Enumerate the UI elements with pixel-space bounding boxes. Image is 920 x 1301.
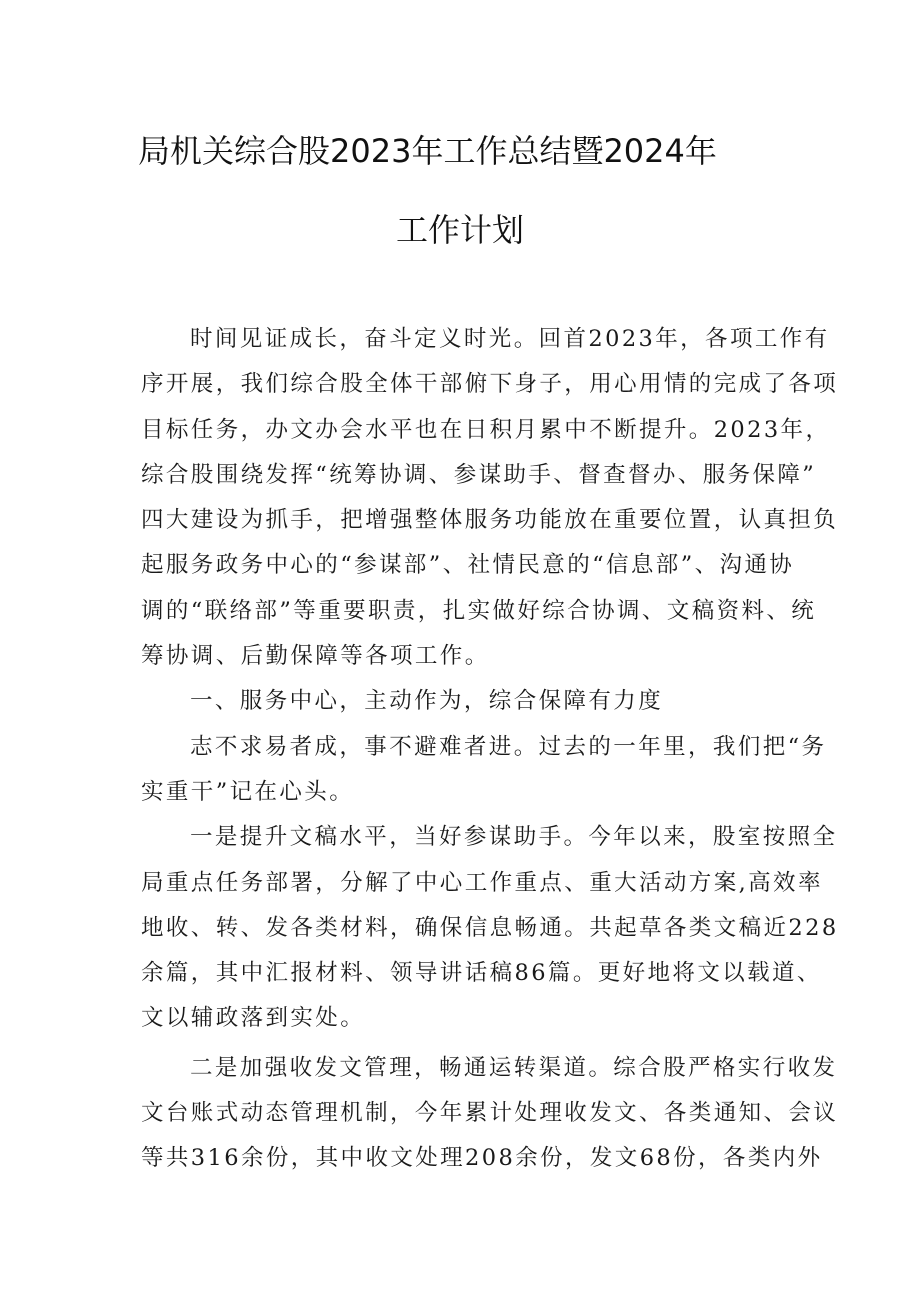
paragraph-line: 二是加强收发文管理，畅通运转渠道。综合股严格实行收发 — [190, 1054, 838, 1081]
paragraph-section-intro — [141, 725, 827, 816]
paragraph-line: 等共316余份，其中收文处理208余份，发文68份，各类内外 — [141, 1145, 823, 1172]
document-body — [141, 317, 839, 1182]
section-heading — [141, 679, 786, 724]
paragraph-line: 文以辅政落到实处。 — [141, 1005, 366, 1032]
paragraph-line: 筹协调、后勤保障等各项工作。 — [141, 643, 490, 670]
paragraph-item-one — [141, 815, 839, 1041]
paragraph-intro — [141, 317, 839, 679]
document-title-line-1: 局机关综合股2023年工作总结暨2024年 — [138, 132, 717, 170]
paragraph-line: 地收、转、发各类材料，确保信息畅通。共起草各类文稿近228 — [141, 914, 839, 941]
document-title-line-2: 工作计划 — [395, 211, 524, 249]
paragraph-line: 起服务政务中心的“参谋部”、社情民意的“信息部”、沟通协 — [141, 552, 795, 579]
paragraph-line: 志不求易者成，事不避难者进。过去的一年里，我们把“务 — [190, 733, 827, 760]
paragraph-line: 目标任务，办文办会水平也在日积月累中不断提升。2023年， — [141, 416, 831, 443]
paragraph-line: 实重干”记在心头。 — [141, 778, 355, 805]
paragraph-line: 序开展，我们综合股全体干部俯下身子，用心用情的完成了各项 — [141, 371, 839, 398]
paragraph-line: 余篇，其中汇报材料、领导讲话稿86篇。更好地将文以载道、 — [141, 960, 822, 987]
paragraph-line: 综合股围绕发挥“统筹协调、参谋助手、督查督办、服务保障” — [141, 461, 817, 488]
paragraph-line: 一是提升文稿水平，当好参谋助手。今年以来，股室按照全 — [190, 824, 838, 851]
paragraph-item-two — [141, 1046, 839, 1182]
paragraph-line: 文台账式动态管理机制，今年累计处理收发文、各类通知、会议 — [141, 1100, 839, 1127]
paragraph-line: 调的“联络部”等重要职责，扎实做好综合协调、文稿资料、统 — [141, 597, 817, 624]
paragraph-line: 局重点任务部署，分解了中心工作重点、重大活动方案,高效率 — [141, 869, 823, 896]
paragraph-line: 时间见证成长，奋斗定义时光。回首2023年，各项工作有 — [190, 326, 830, 352]
section-heading-text: 一、服务中心，主动作为，综合保障有力度 — [190, 688, 664, 715]
paragraph-line: 四大建设为抓手，把增强整体服务功能放在重要位置，认真担负 — [141, 507, 839, 534]
